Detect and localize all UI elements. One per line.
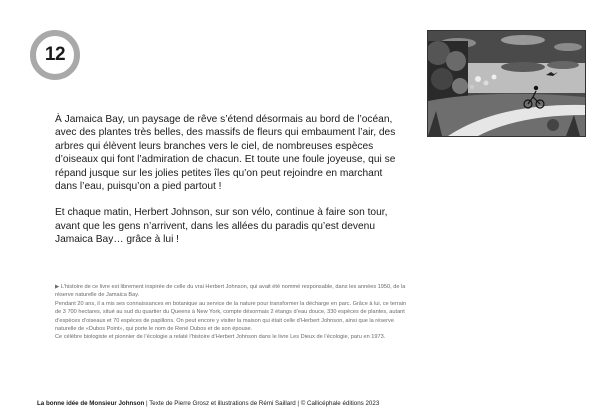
footer-credits: | Texte de Pierre Grosz et illustrations de Rémi Saillard | © Callicéphale éditions 2023	[144, 400, 380, 407]
story-paragraph: Et chaque matin, Herbert Johnson, sur son vélo, continue à faire son tour, avant que les gens n’arrivent, dans les allées du paradis qu’est devenu Jamaica Bay… grâce à lui !	[55, 207, 388, 246]
author-notes	[55, 283, 407, 342]
illustration-cyclist-park	[427, 30, 586, 137]
story-paragraph: À Jamaica Bay, un paysage de rêve s’étend désormais au bord de l’océan, avec des plantes très belles, des massifs de fleurs qui embaument l’air, des arbres qui élèvent leurs branches vers le ciel, de nombreuses espèces d’oiseaux qui font l’admiration de chacun. Et toute une foule joyeuse, qui se répand jusque sur les jolies petites îles qu’on peut rejoindre en marchant dans l’eau, puisqu’on a pied partout !	[55, 114, 396, 193]
notes-paragraph: Pendant 20 ans, il a mis ses connaissances en botanique au service de la nature pour transformer la décharge en parc. Grâce à lui, ce terrain de 3 700 hectares, situé au sud du quartier du Queens à New York, compte désormais 2 étangs d’eau douce, 330 espèces de plantes, autant d’espèces d’oiseaux et 70 espèces de papillons. On peut encore y visiter la maison qui était celle d’Herbert Johnson, ainsi que la réserve naturelle de «Dubos Point», qui porte le nom de René Dubos et de son épouse.	[55, 300, 407, 333]
page-number: 12	[44, 44, 66, 65]
page-footer	[37, 400, 577, 407]
notes-paragraph: ▶ L’histoire de ce livre est librement inspirée de celle du vrai Herbert Johnson, qui avait été nommé responsable, dans les années 1950, de la réserve naturelle de Jamaica Bay.	[55, 284, 406, 299]
story-text	[55, 113, 400, 260]
page-number-badge	[30, 30, 80, 80]
footer-book-title: La bonne idée de Monsieur Johnson	[37, 400, 145, 407]
notes-paragraph: Ce célèbre biologiste et pionnier de l’écologie a relaté l’histoire d’Herbert Johnson dans le livre Les Dieux de l’écologie, paru en 1973.	[55, 334, 386, 341]
